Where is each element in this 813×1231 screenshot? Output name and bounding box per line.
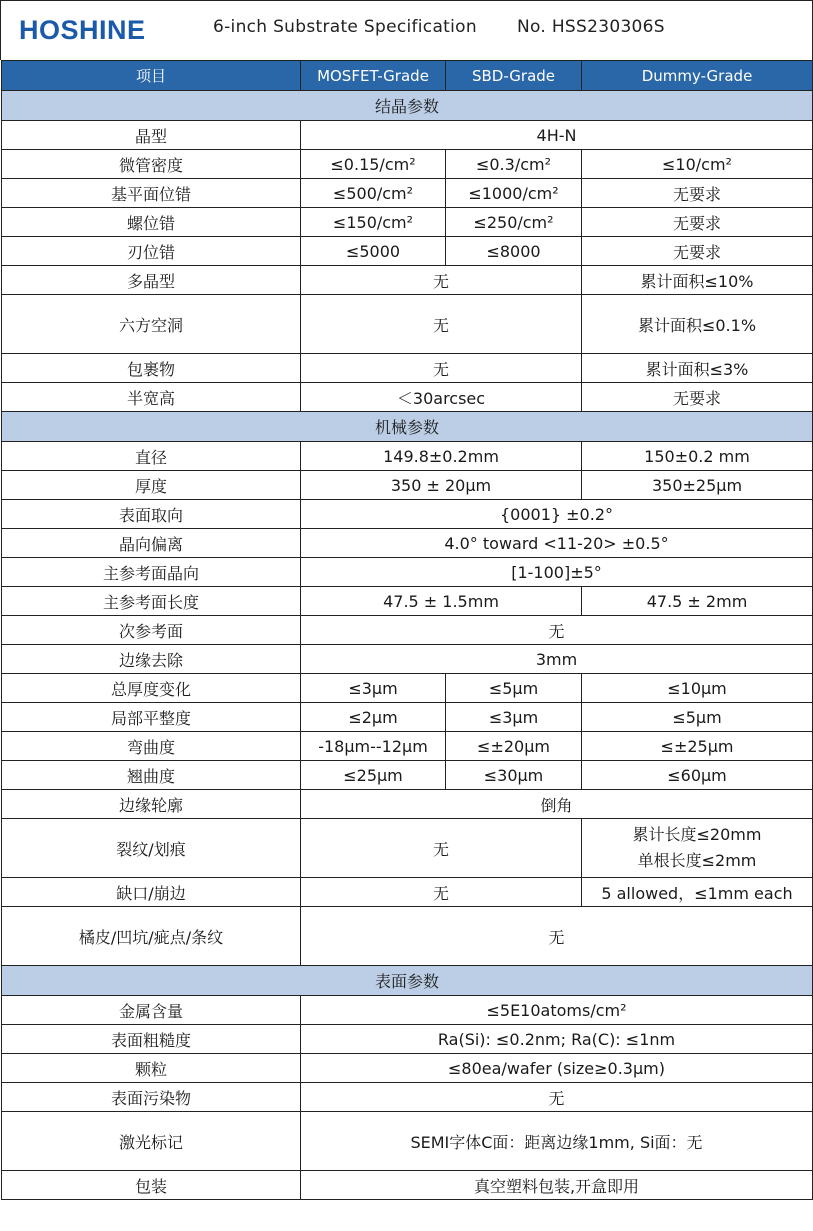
row-label: 刃位错 xyxy=(2,237,301,266)
cell-sbd: ≤±20μm xyxy=(446,732,582,761)
row-label: 螺位错 xyxy=(2,208,301,237)
table-row xyxy=(2,1083,813,1112)
table-row xyxy=(2,179,813,208)
table-row xyxy=(2,761,813,790)
row-label: 翘曲度 xyxy=(2,761,301,790)
table-row xyxy=(2,295,813,354)
table-row xyxy=(2,1171,813,1200)
cell-mosfet-sbd: 无 xyxy=(301,878,582,907)
row-label: 裂纹/划痕 xyxy=(2,819,301,878)
section-row xyxy=(2,412,813,442)
cell-dummy: 150±0.2 mm xyxy=(582,442,813,471)
table-row xyxy=(2,1054,813,1083)
section-title-surface: 表面参数 xyxy=(2,966,813,996)
table-row xyxy=(2,674,813,703)
table-row xyxy=(2,558,813,587)
document-title: 6-inch Substrate Specification xyxy=(213,17,477,37)
cell-mosfet-sbd: 无 xyxy=(301,819,582,878)
cell-value: 4.0° toward <11-20> ±0.5° xyxy=(301,529,813,558)
table-row xyxy=(2,150,813,179)
cell-dummy: 累计面积≤10% xyxy=(582,266,813,295)
cell-mosfet: ≤3μm xyxy=(301,674,446,703)
cell-dummy-line: 累计长度≤20mm xyxy=(632,825,762,844)
cell-mosfet-sbd: 无 xyxy=(301,354,582,383)
cell-value: 无 xyxy=(301,1083,813,1112)
column-header-row xyxy=(2,61,813,91)
row-label: 直径 xyxy=(2,442,301,471)
cell-mosfet-sbd: 149.8±0.2mm xyxy=(301,442,582,471)
cell-dummy: 5 allowed，≤1mm each xyxy=(582,878,813,907)
row-label: 总厚度变化 xyxy=(2,674,301,703)
table-row xyxy=(2,819,813,878)
section-title-crystal: 结晶参数 xyxy=(2,91,813,121)
cell-value: Ra(Si): ≤0.2nm; Ra(C): ≤1nm xyxy=(301,1025,813,1054)
table-row xyxy=(2,471,813,500)
cell-value: SEMI字体C面：距离边缘1mm, Si面：无 xyxy=(301,1112,813,1171)
section-title-mechanical: 机械参数 xyxy=(2,412,813,442)
row-label: 基平面位错 xyxy=(2,179,301,208)
row-label: 包装 xyxy=(2,1171,301,1200)
cell-sbd: ≤3μm xyxy=(446,703,582,732)
column-header-mosfet: MOSFET-Grade xyxy=(301,61,446,91)
cell-dummy: ≤5μm xyxy=(582,703,813,732)
cell-value: {0001} ±0.2° xyxy=(301,500,813,529)
cell-sbd: ≤5μm xyxy=(446,674,582,703)
table-row xyxy=(2,500,813,529)
row-label: 厚度 xyxy=(2,471,301,500)
row-label: 表面粗糙度 xyxy=(2,1025,301,1054)
cell-sbd: ≤30μm xyxy=(446,761,582,790)
table-row xyxy=(2,121,813,150)
document-header xyxy=(0,0,813,60)
table-row xyxy=(2,354,813,383)
cell-value: 真空塑料包装,开盒即用 xyxy=(301,1171,813,1200)
spec-table xyxy=(1,60,813,1200)
cell-dummy: 无要求 xyxy=(582,383,813,412)
section-row xyxy=(2,91,813,121)
cell-dummy: 47.5 ± 2mm xyxy=(582,587,813,616)
cell-dummy: ≤60μm xyxy=(582,761,813,790)
table-row xyxy=(2,790,813,819)
table-row xyxy=(2,442,813,471)
cell-dummy: 累计面积≤3% xyxy=(582,354,813,383)
document-number: No. HSS230306S xyxy=(517,17,665,37)
cell-mosfet-sbd: 350 ± 20μm xyxy=(301,471,582,500)
table-row xyxy=(2,208,813,237)
row-label: 包裹物 xyxy=(2,354,301,383)
cell-dummy: 无要求 xyxy=(582,179,813,208)
row-label: 弯曲度 xyxy=(2,732,301,761)
cell-dummy: ≤±25μm xyxy=(582,732,813,761)
table-row xyxy=(2,529,813,558)
table-row xyxy=(2,616,813,645)
table-row xyxy=(2,587,813,616)
cell-value: 3mm xyxy=(301,645,813,674)
row-label: 晶向偏离 xyxy=(2,529,301,558)
row-label: 金属含量 xyxy=(2,996,301,1025)
table-row xyxy=(2,383,813,412)
cell-mosfet: -18μm--12μm xyxy=(301,732,446,761)
table-row xyxy=(2,1025,813,1054)
row-label: 激光标记 xyxy=(2,1112,301,1171)
row-label: 局部平整度 xyxy=(2,703,301,732)
cell-value: 无 xyxy=(301,616,813,645)
table-row xyxy=(2,878,813,907)
row-label: 表面取向 xyxy=(2,500,301,529)
cell-dummy: 无要求 xyxy=(582,208,813,237)
cell-mosfet-sbd: 无 xyxy=(301,266,582,295)
cell-mosfet: ≤150/cm² xyxy=(301,208,446,237)
column-header-item: 项目 xyxy=(2,61,301,91)
table-row xyxy=(2,703,813,732)
row-label: 主参考面长度 xyxy=(2,587,301,616)
section-row xyxy=(2,966,813,996)
cell-sbd: ≤0.3/cm² xyxy=(446,150,582,179)
row-label: 表面污染物 xyxy=(2,1083,301,1112)
cell-sbd: ≤1000/cm² xyxy=(446,179,582,208)
cell-value: [1-100]±5° xyxy=(301,558,813,587)
table-row xyxy=(2,1112,813,1171)
cell-value: ≤80ea/wafer (size≥0.3μm) xyxy=(301,1054,813,1083)
table-row xyxy=(2,645,813,674)
row-label: 边缘去除 xyxy=(2,645,301,674)
cell-sbd: ≤8000 xyxy=(446,237,582,266)
cell-dummy: ≤10μm xyxy=(582,674,813,703)
brand-logo: HOSHINE xyxy=(19,15,146,45)
table-row xyxy=(2,996,813,1025)
cell-sbd: ≤250/cm² xyxy=(446,208,582,237)
row-label: 缺口/崩边 xyxy=(2,878,301,907)
cell-value: 无 xyxy=(301,907,813,966)
cell-dummy: 无要求 xyxy=(582,237,813,266)
cell-dummy xyxy=(582,819,813,878)
row-label: 晶型 xyxy=(2,121,301,150)
cell-value: ≤5E10atoms/cm² xyxy=(301,996,813,1025)
cell-dummy: 累计面积≤0.1% xyxy=(582,295,813,354)
cell-dummy-line: 单根长度≤2mm xyxy=(637,851,757,870)
table-row xyxy=(2,237,813,266)
row-label: 边缘轮廓 xyxy=(2,790,301,819)
cell-dummy: 350±25μm xyxy=(582,471,813,500)
column-header-sbd: SBD-Grade xyxy=(446,61,582,91)
cell-mosfet-sbd: 无 xyxy=(301,295,582,354)
table-row xyxy=(2,266,813,295)
cell-dummy: ≤10/cm² xyxy=(582,150,813,179)
row-label: 主参考面晶向 xyxy=(2,558,301,587)
row-label: 橘皮/凹坑/疵点/条纹 xyxy=(2,907,301,966)
row-label: 次参考面 xyxy=(2,616,301,645)
cell-mosfet: ≤25μm xyxy=(301,761,446,790)
cell-mosfet: ≤0.15/cm² xyxy=(301,150,446,179)
table-row xyxy=(2,732,813,761)
row-label: 多晶型 xyxy=(2,266,301,295)
cell-mosfet-sbd: 47.5 ± 1.5mm xyxy=(301,587,582,616)
cell-value: 4H-N xyxy=(301,121,813,150)
row-label: 半宽高 xyxy=(2,383,301,412)
cell-mosfet-sbd: ＜30arcsec xyxy=(301,383,582,412)
cell-mosfet: ≤5000 xyxy=(301,237,446,266)
cell-value: 倒角 xyxy=(301,790,813,819)
row-label: 六方空洞 xyxy=(2,295,301,354)
column-header-dummy: Dummy-Grade xyxy=(582,61,813,91)
table-row xyxy=(2,907,813,966)
row-label: 颗粒 xyxy=(2,1054,301,1083)
cell-mosfet: ≤2μm xyxy=(301,703,446,732)
cell-mosfet: ≤500/cm² xyxy=(301,179,446,208)
row-label: 微管密度 xyxy=(2,150,301,179)
